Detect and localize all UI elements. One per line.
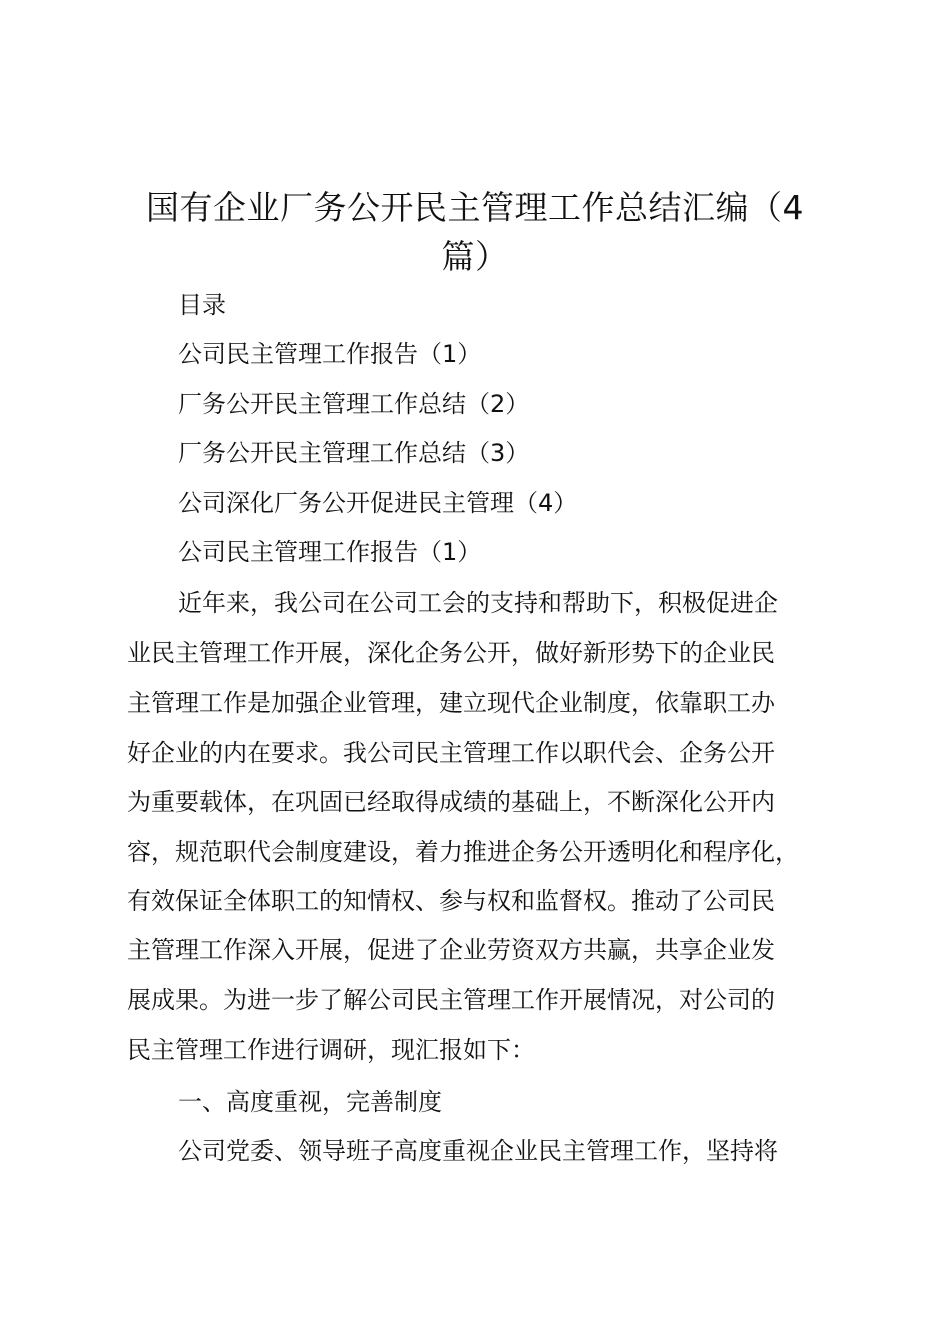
- toc-item-2: 厂务公开民主管理工作总结（2）: [178, 390, 530, 418]
- toc-heading: 目录: [178, 291, 226, 319]
- paragraph-line: 业民主管理工作开展，深化企务公开，做好新形势下的企业民: [127, 639, 775, 667]
- section-heading: 一、高度重视，完善制度: [178, 1088, 442, 1116]
- toc-item-1: 公司民主管理工作报告（1）: [178, 340, 482, 368]
- document-title-line-2: 篇）: [441, 237, 509, 276]
- paragraph-line: 为重要载体，在巩固已经取得成绩的基础上，不断深化公开内: [127, 788, 775, 816]
- document-title-line-1: 国有企业厂务公开民主管理工作总结汇编（4: [146, 188, 804, 227]
- article-title: 公司民主管理工作报告（1）: [178, 538, 482, 566]
- paragraph-line: 好企业的内在要求。我公司民主管理工作以职代会、企务公开: [127, 739, 775, 767]
- paragraph-line: 主管理工作是加强企业管理，建立现代企业制度，依靠职工办: [127, 689, 775, 717]
- paragraph-line: 容，规范职代会制度建设，着力推进企务公开透明化和程序化，: [127, 838, 799, 866]
- paragraph-line: 近年来，我公司在公司工会的支持和帮助下，积极促进企: [178, 589, 778, 617]
- paragraph-line: 民主管理工作进行调研，现汇报如下：: [127, 1036, 535, 1064]
- paragraph-line: 主管理工作深入开展，促进了企业劳资双方共赢，共享企业发: [127, 936, 775, 964]
- paragraph-line: 有效保证全体职工的知情权、参与权和监督权。推动了公司民: [127, 887, 775, 915]
- paragraph-line: 公司党委、领导班子高度重视企业民主管理工作，坚持将: [178, 1137, 778, 1165]
- toc-item-3: 厂务公开民主管理工作总结（3）: [178, 439, 530, 467]
- paragraph-line: 展成果。为进一步了解公司民主管理工作开展情况，对公司的: [127, 986, 775, 1014]
- toc-item-4: 公司深化厂务公开促进民主管理（4）: [178, 489, 578, 517]
